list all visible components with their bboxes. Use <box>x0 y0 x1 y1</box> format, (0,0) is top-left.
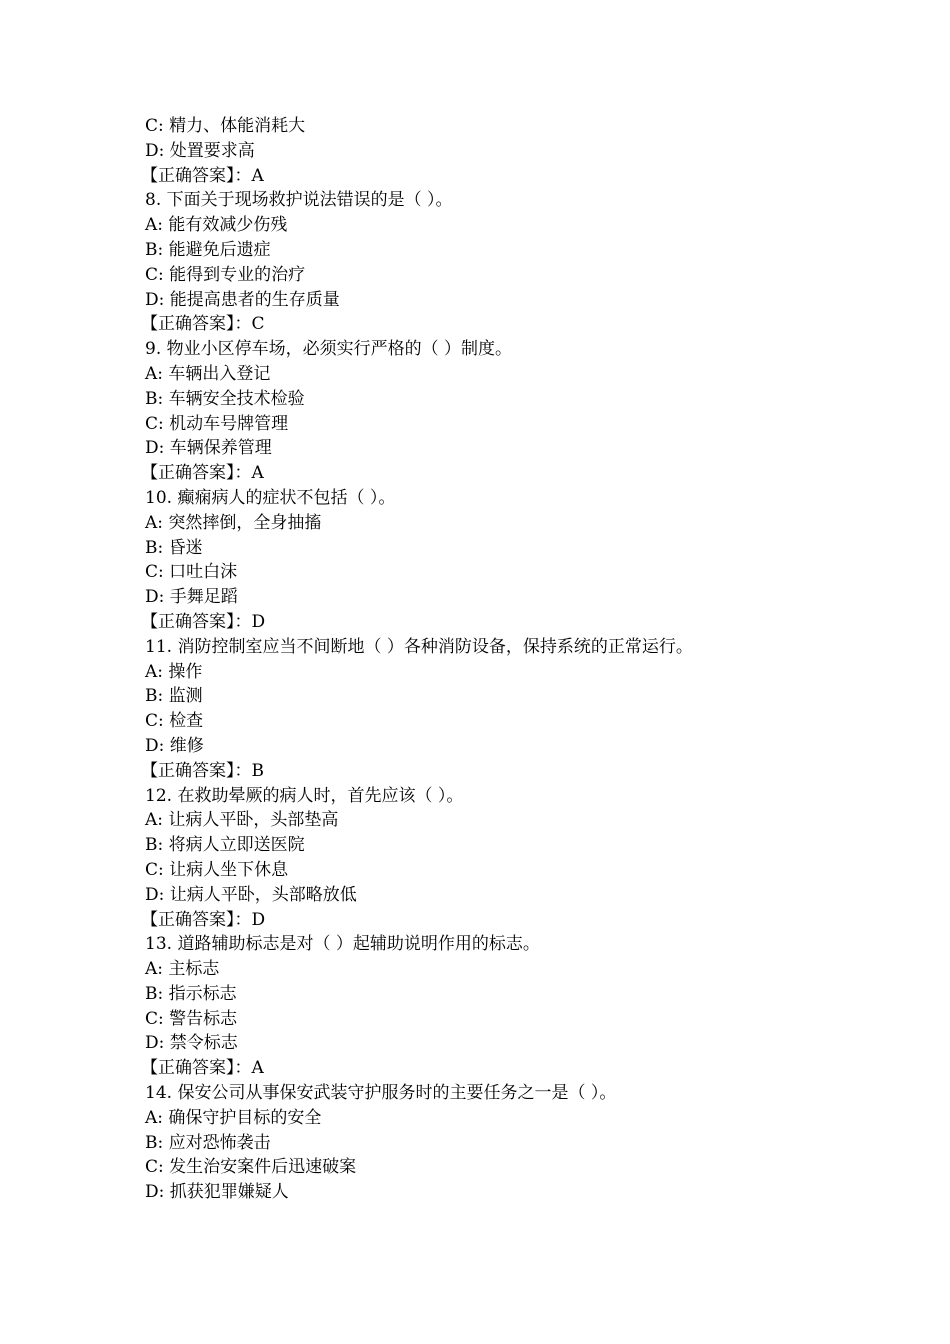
option-line: A: 车辆出入登记 <box>145 363 271 384</box>
option-line: B: 昏迷 <box>145 537 203 558</box>
option-line: A: 让病人平卧，头部垫高 <box>145 810 339 831</box>
question-stem: 13. 道路辅助标志是对（ ）起辅助说明作用的标志。 <box>145 934 540 955</box>
option-line: D: 车辆保养管理 <box>145 438 272 459</box>
option-line: C: 让病人坐下休息 <box>145 859 289 880</box>
answer-line: 【正确答案】：C <box>141 314 265 335</box>
question-stem: 8. 下面关于现场救护说法错误的是（ ）。 <box>145 190 453 211</box>
answer-line: 【正确答案】：D <box>141 611 266 632</box>
question-stem: 12. 在救助晕厥的病人时，首先应该（ ）。 <box>145 785 464 806</box>
option-line: A: 确保守护目标的安全 <box>145 1107 322 1128</box>
option-line: A: 突然摔倒，全身抽搐 <box>145 512 322 533</box>
answer-line: 【正确答案】：A <box>141 1058 264 1079</box>
option-line: D: 维修 <box>145 735 204 756</box>
question-stem: 9. 物业小区停车场，必须实行严格的（ ）制度。 <box>145 339 513 360</box>
answer-line: 【正确答案】：A <box>141 463 264 484</box>
option-line: A: 能有效减少伤残 <box>145 215 288 236</box>
option-line: C: 检查 <box>145 711 204 732</box>
option-line: B: 指示标志 <box>145 983 237 1004</box>
option-line: D: 禁令标志 <box>145 1033 238 1054</box>
answer-line: 【正确答案】：A <box>141 165 264 186</box>
answer-line: 【正确答案】：D <box>141 909 266 930</box>
option-line: B: 监测 <box>145 686 203 707</box>
answer-line: 【正确答案】：B <box>141 760 264 781</box>
option-line: C: 口吐白沫 <box>145 562 238 583</box>
option-line: C: 警告标志 <box>145 1008 238 1029</box>
option-line: D: 抓获犯罪嫌疑人 <box>145 1182 289 1203</box>
question-stem: 11. 消防控制室应当不间断地（ ）各种消防设备，保持系统的正常运行。 <box>145 636 693 657</box>
option-line: B: 能避免后遗症 <box>145 239 271 260</box>
option-line: D: 手舞足蹈 <box>145 587 238 608</box>
option-line: C: 机动车号牌管理 <box>145 413 289 434</box>
option-line: C: 精力、体能消耗大 <box>145 116 306 136</box>
option-line: A: 操作 <box>145 661 203 682</box>
option-line: B: 车辆安全技术检验 <box>145 388 305 409</box>
option-line: D: 让病人平卧，头部略放低 <box>145 884 357 905</box>
question-stem: 10. 癫痫病人的症状不包括（ ）。 <box>145 487 396 508</box>
question-stem: 14. 保安公司从事保安武装守护服务时的主要任务之一是（ ）。 <box>145 1083 617 1104</box>
option-line: C: 发生治安案件后迅速破案 <box>145 1157 357 1178</box>
question-list <box>141 114 925 1205</box>
option-line: A: 主标志 <box>145 959 220 980</box>
option-line: B: 应对恐怖袭击 <box>145 1132 271 1153</box>
option-line: B: 将病人立即送医院 <box>145 835 305 856</box>
option-line: D: 处置要求高 <box>145 140 255 161</box>
option-line: D: 能提高患者的生存质量 <box>145 289 340 310</box>
option-line: C: 能得到专业的治疗 <box>145 264 306 285</box>
